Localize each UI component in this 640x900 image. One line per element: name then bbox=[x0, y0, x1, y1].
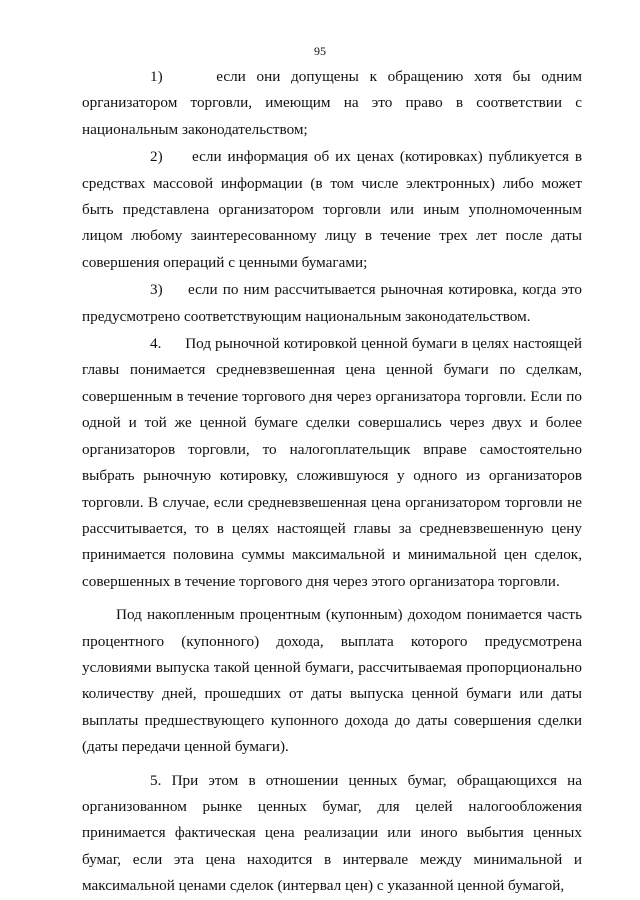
paragraph-text: Под накопленным процентным (купонным) доходом понимается часть процентного (купонного) дохода, выплата которого предусмотрена условиями выпуска такой ценной бумаги, рассчитываемая пропорционально количеству дней, прошедших от даты выпуска ценной бумаги или даты выплаты предшествующего купонного дохода до даты совершения сделки (даты передачи ценной бумаги). bbox=[82, 606, 582, 756]
clause-text: Под рыночной котировкой ценной бумаги в целях настоящей главы понимается средневзвешенная цена ценной бумаги по сделкам, совершенным в течение торгового дня через организатора торговли. Если по одной и той же ценной бумаге сделки совершались через двух и более организаторов торговли, то налогоплательщик вправе самостоятельно выбрать рыночную котировку, сложившуюся у одного из организаторов торговли. В случае, если средневзвешенная цена организатором торговли не рассчитывается, то в целях настоящей главы за средневзвешенную цену принимается половина суммы максимальной и минимальной цен сделок, совершенных в течение торгового дня через этого организатора торговли. bbox=[82, 335, 582, 590]
clause-4 bbox=[82, 331, 582, 595]
page-number: 95 bbox=[314, 44, 326, 58]
list-item-1 bbox=[82, 64, 582, 143]
list-item-text: если информация об их ценах (котировках) публикуется в средствах массовой информации (в том числе электронных) либо может быть представлена организатором торговли или иным уполномоченным лицом любому заинтересованному лицу в течение трех лет после даты совершения операций с ценными бумагами; bbox=[82, 148, 582, 271]
list-item-2 bbox=[82, 144, 582, 276]
clause-5 bbox=[82, 768, 582, 900]
list-item-3 bbox=[82, 277, 582, 330]
document-body bbox=[82, 64, 582, 900]
clause-text: При этом в отношении ценных бумаг, обращающихся на организованном рынке ценных бумаг, для целей налогообложения принимается фактическая цена реализации или иного выбытия ценных бумаг, если эта цена находится в интервале между минимальной и максимальной ценами сделок (интервал цен) с указанной ценной бумагой, bbox=[82, 771, 583, 895]
list-item-text: если по ним рассчитывается рыночная котировка, когда это предусмотрено соответствующим национальным законодательством. bbox=[82, 281, 582, 325]
paragraph-accrued-income bbox=[82, 602, 582, 760]
list-item-number: 3) bbox=[150, 281, 163, 299]
clause-number: 5. bbox=[150, 771, 162, 789]
clause-number: 4. bbox=[150, 335, 162, 353]
list-item-text: если они допущены к обращению хотя бы одним организатором торговли, имеющим на это право в соответствии с национальным законодательством; bbox=[82, 68, 583, 138]
list-item-number: 2) bbox=[150, 148, 163, 166]
list-item-number: 1) bbox=[150, 68, 163, 85]
